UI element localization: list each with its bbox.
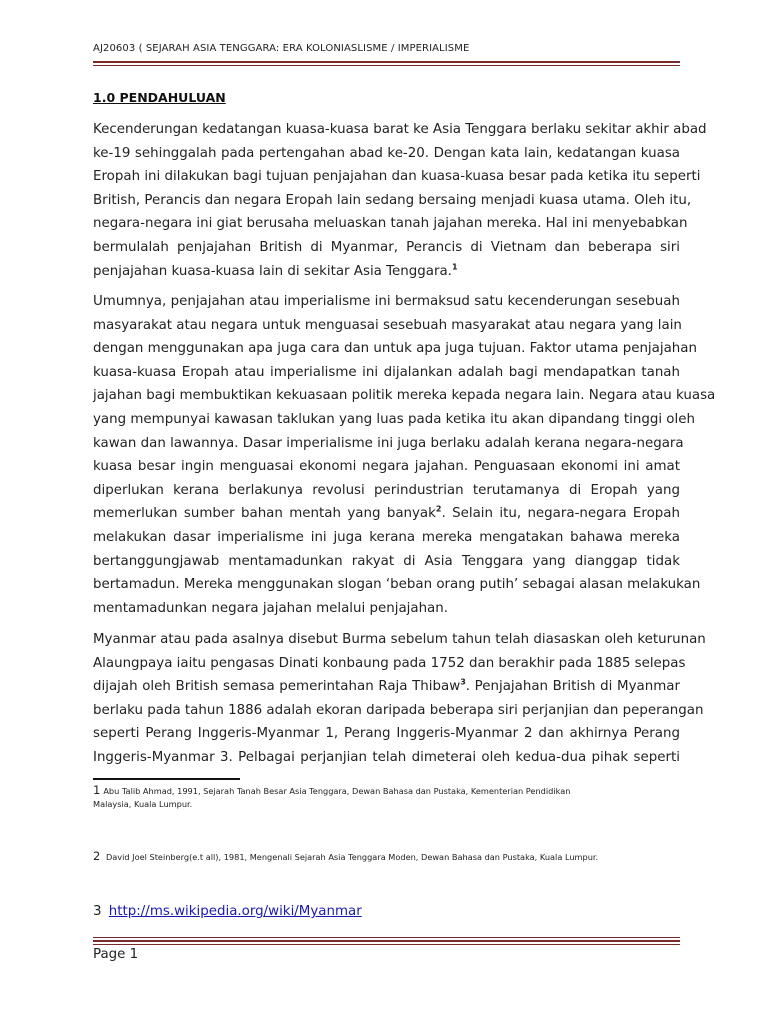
section-heading: 1.0 PENDAHULUAN (93, 90, 226, 105)
text-line: bertanggungjawab mentamadunkan rakyat di Asia Tenggara yang dianggap tidak (93, 553, 680, 569)
footnote-text: Abu Talib Ahmad, 1991, Sejarah Tanah Besar Asia Tenggara, Dewan Bahasa dan Pustaka, Kementerian Pendidikan (103, 786, 571, 796)
paragraph-1 (93, 118, 707, 283)
text-segment: penjajahan kuasa-kuasa lain di sekitar Asia Tenggara. (93, 263, 452, 279)
footer-rule (93, 940, 680, 942)
text-line: diperlukan kerana berlakunya revolusi perindustrian terutamanya di Eropah yang (93, 482, 680, 498)
text-line: British, Perancis dan negara Eropah lain sedang bersaing menjadi kuasa utama. Oleh itu, (93, 192, 692, 208)
text-line: jajahan bagi membuktikan kekuasaan politik mereka kepada negara lain. Negara atau kuasa (93, 388, 716, 404)
text-line: Eropah ini dilakukan bagi tujuan penjajahan dan kuasa-kuasa besar pada ketika itu seperti (93, 169, 701, 185)
running-header: AJ20603 ( SEJARAH ASIA TENGGARA: ERA KOLONIASLISME / IMPERIALISME (93, 43, 470, 54)
footnote-2 (93, 850, 680, 864)
header-rule-thin (93, 65, 680, 66)
footnote-1 (93, 784, 680, 810)
text-line: mentamadunkan negara jajahan melalui penjajahan. (93, 600, 449, 616)
text-segment: . Selain itu, negara-negara Eropah (441, 506, 680, 522)
footnote-number: 3 (93, 904, 102, 919)
text-line: kawan dan lawannya. Dasar imperialisme ini juga berlaku adalah kerana negara-negara (93, 435, 684, 451)
text-line: Kecenderungan kedatangan kuasa-kuasa barat ke Asia Tenggara berlaku sekitar akhir abad (93, 122, 707, 137)
text-line: Myanmar atau pada asalnya disebut Burma sebelum tahun telah diasaskan oleh keturunan (93, 632, 706, 647)
footer-rule-thin-bottom (93, 944, 680, 945)
footnote-separator (93, 778, 240, 780)
header-rule (93, 61, 680, 63)
text-line: masyarakat atau negara untuk menguasai sesebuah masyarakat atau negara yang lain (93, 317, 682, 333)
text-line (93, 502, 680, 526)
text-line (93, 260, 680, 284)
footnote-number: 2 (93, 849, 101, 863)
text-line: Alaungpaya iaitu pengasas Dinati konbaung pada 1752 dan berakhir pada 1885 selepas (93, 655, 686, 671)
text-line: bertamadun. Mereka menggunakan slogan ‘beban orang putih’ sebagai alasan melakukan (93, 577, 701, 593)
footnote-ref-1[interactable]: 1 (451, 262, 458, 272)
text-line: seperti Perang Inggeris-Myanmar 1, Perang Inggeris-Myanmar 2 dan akhirnya Perang (93, 726, 680, 742)
text-line: berlaku pada tahun 1886 adalah ekoran daripada beberapa siri perjanjian dan peperangan (93, 702, 704, 718)
footnote-text: Malaysia, Kuala Lumpur. (93, 798, 193, 809)
footnote-text: David Joel Steinberg(e.t all), 1981, Mengenali Sejarah Asia Tenggara Moden, Dewan Bahasa dan Pustaka, Kuala Lumpur. (105, 852, 599, 862)
text-line: negara-negara ini giat berusaha meluaskan tanah jajahan mereka. Hal ini menyebabkan (93, 216, 688, 232)
paragraph-2 (93, 290, 716, 620)
text-segment: memerlukan sumber bahan mentah yang banyak (93, 506, 436, 522)
text-line: kuasa-kuasa Eropah atau imperialisme ini dijalankan adalah bagi mendapatkan tanah (93, 364, 680, 380)
text-line: ke-19 sehinggalah pada pertengahan abad ke-20. Dengan kata lain, kedatangan kuasa (93, 145, 680, 161)
text-line: yang mempunyai kawasan taklukan yang luas pada ketika itu akan dipandang tinggi oleh (93, 411, 695, 427)
paragraph-3 (93, 628, 706, 770)
wikipedia-link[interactable]: http://ms.wikipedia.org/wiki/Myanmar (108, 904, 362, 919)
text-line: bermulalah penjajahan British di Myanmar, Perancis di Vietnam dan beberapa siri (93, 239, 680, 255)
footnote-ref-2[interactable]: 2 (435, 504, 442, 514)
page-number: Page 1 (93, 947, 139, 962)
footer-rule-thin-top (93, 937, 680, 938)
text-segment: . Penjajahan British di Myanmar (465, 679, 680, 695)
text-line: Umumnya, penjajahan atau imperialisme ini bermaksud satu kecenderungan sesebuah (93, 294, 680, 309)
footnote-ref-3[interactable]: 3 (460, 677, 466, 687)
text-line (93, 675, 680, 699)
text-line: kuasa besar ingin menguasai ekonomi negara jajahan. Penguasaan ekonomi ini amat (93, 459, 680, 475)
footnote-number: 1 (93, 783, 101, 797)
text-segment: dijajah oleh British semasa pemerintahan Raja Thibaw (93, 679, 461, 695)
text-line: melakukan dasar imperialisme ini juga kerana mereka mengatakan bahawa mereka (93, 529, 680, 545)
footnote-3 (93, 906, 680, 919)
text-line: dengan menggunakan apa juga cara dan untuk apa juga tujuan. Faktor utama penjajahan (93, 341, 697, 357)
text-line: Inggeris-Myanmar 3. Pelbagai perjanjian telah dimeterai oleh kedua-dua pihak seperti (93, 749, 680, 765)
